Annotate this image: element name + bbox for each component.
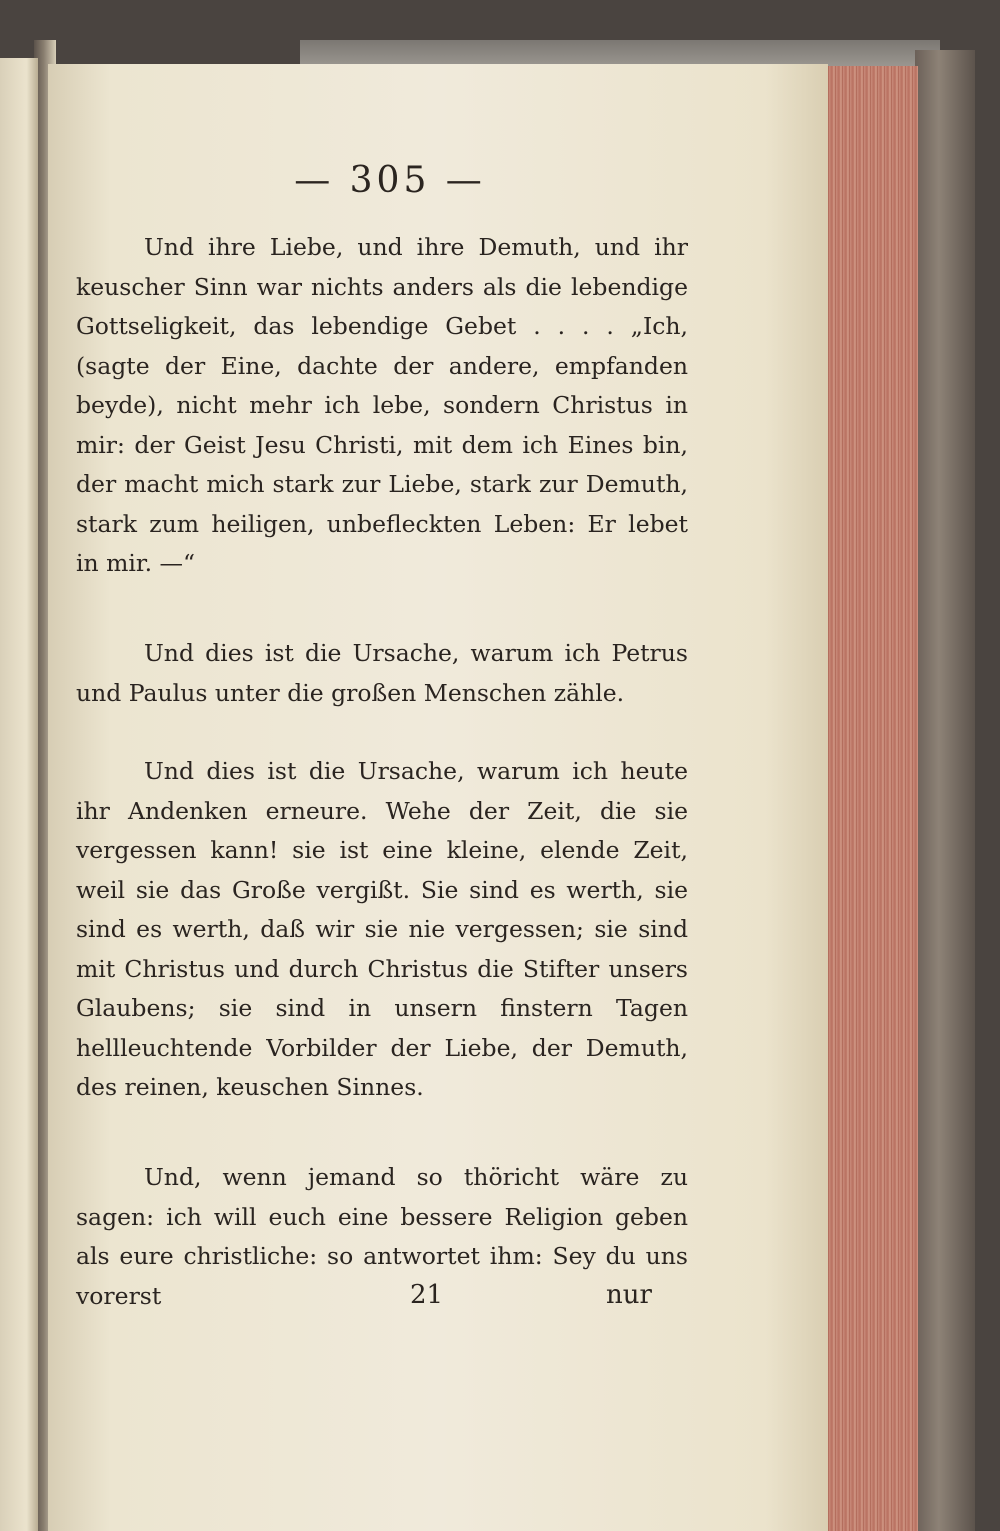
catchword: nur [606, 1280, 652, 1310]
paragraph-4: Und, wenn jemand so thöricht wäre zu sagen: ich will euch eine bessere Religion geben als eure christliche: so antwortet ihm: Sey du uns vorerst [76, 1163, 688, 1310]
paragraph-1: Und ihre Liebe, und ihre Demuth, und ihr keuscher Sinn war nichts anders als die lebendige Gottseligkeit, das lebendige Gebet . . . . „Ich, (sagte der Eine, dachte der andere, empfanden beyde), nicht mehr ich lebe, sondern Christus in mir: der Geist Jesu Christi, mit dem ich Eines bin, der macht mich stark zur Liebe, stark zur Demuth, stark zum heiligen, unbefleckten Leben: Er lebet in mir. —“ [76, 233, 688, 577]
page-number: — 305 — [294, 160, 486, 201]
paragraph-3: Und dies ist die Ursache, warum ich heute ihr Andenken erneure. Wehe der Zeit, die sie vergessen kann! sie ist eine kleine, elende Zeit, weil sie das Große vergißt. Sie sind es werth, sie sind es werth, daß wir sie nie vergessen; sie sind mit Christus und durch Christus die Stifter unsers Glaubens; sie sind in unsern finstern Tagen hellleuchtende Vorbilder der Liebe, der Demuth, des reinen, keuschen Sinnes. [76, 757, 688, 1101]
book-cover-edge [915, 50, 975, 1531]
signature-mark: 21 [410, 1280, 444, 1310]
page-fore-edge [822, 66, 918, 1531]
paragraph-2: Und dies ist die Ursache, warum ich Petrus und Paulus unter die großen Menschen zähle. [76, 639, 688, 707]
left-page-edge [0, 58, 38, 1531]
